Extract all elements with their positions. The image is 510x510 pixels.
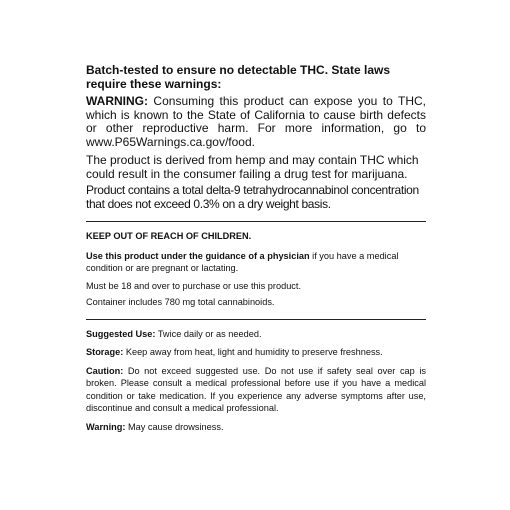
prop65-warning-text: Consuming this product can expose you to THC, which is known to the State of California to cause birth defects or other reproductive harm. For more information, go to www.P65Warnings.ca.gov/food. bbox=[86, 94, 426, 149]
children-safety-section bbox=[86, 222, 426, 309]
thc-concentration-notice: Product contains a total delta-9 tetrahydrocannabinol concentration that does not exceed 0.3% on a dry weight basis. bbox=[86, 183, 419, 211]
storage-instructions bbox=[86, 346, 426, 359]
hemp-drug-test-notice: The product is derived from hemp and may contain THC which could result in the consumer failing a drug test for marijuana. bbox=[86, 153, 419, 181]
product-warning-label bbox=[86, 64, 426, 439]
children-warning-heading: KEEP OUT OF REACH OF CHILDREN. bbox=[86, 231, 252, 241]
physician-guidance-text: if you have a medical condition or are pregnant or lactating. bbox=[86, 250, 399, 273]
drowsiness-warning-label: Warning: bbox=[86, 421, 126, 432]
storage-label: Storage: bbox=[86, 347, 124, 357]
drowsiness-warning-text: May cause drowsiness. bbox=[125, 421, 224, 432]
caution-label: Caution: bbox=[86, 365, 124, 376]
physician-guidance-bold: Use this product under the guidance of a physician bbox=[86, 250, 310, 261]
suggested-use-text: Twice daily or as needed. bbox=[155, 328, 262, 339]
usage-section bbox=[86, 320, 426, 434]
physician-guidance bbox=[86, 250, 426, 275]
caution-notice bbox=[86, 365, 426, 415]
age-restriction: Must be 18 and over to purchase or use this product. bbox=[86, 280, 302, 291]
prop65-warning bbox=[86, 95, 426, 149]
state-warnings-section bbox=[86, 64, 426, 211]
prop65-warning-label: WARNING: bbox=[86, 94, 148, 108]
storage-text: Keep away from heat, light and humidity to preserve freshness. bbox=[123, 347, 383, 357]
batch-tested-heading: Batch-tested to ensure no detectable THC. State laws require these warnings: bbox=[86, 63, 391, 91]
suggested-use-label: Suggested Use: bbox=[86, 328, 156, 339]
cannabinoid-content: Container includes 780 mg total cannabinoids. bbox=[86, 297, 275, 307]
suggested-use bbox=[86, 328, 426, 341]
drowsiness-warning bbox=[86, 421, 426, 434]
caution-text: Do not exceed suggested use. Do not use if safety seal over cap is broken. Please consult a medical professional before use if you have a medical condition or take medication. If you experience any adverse symptoms after use, discontinue and consult a medical professional. bbox=[86, 365, 426, 413]
